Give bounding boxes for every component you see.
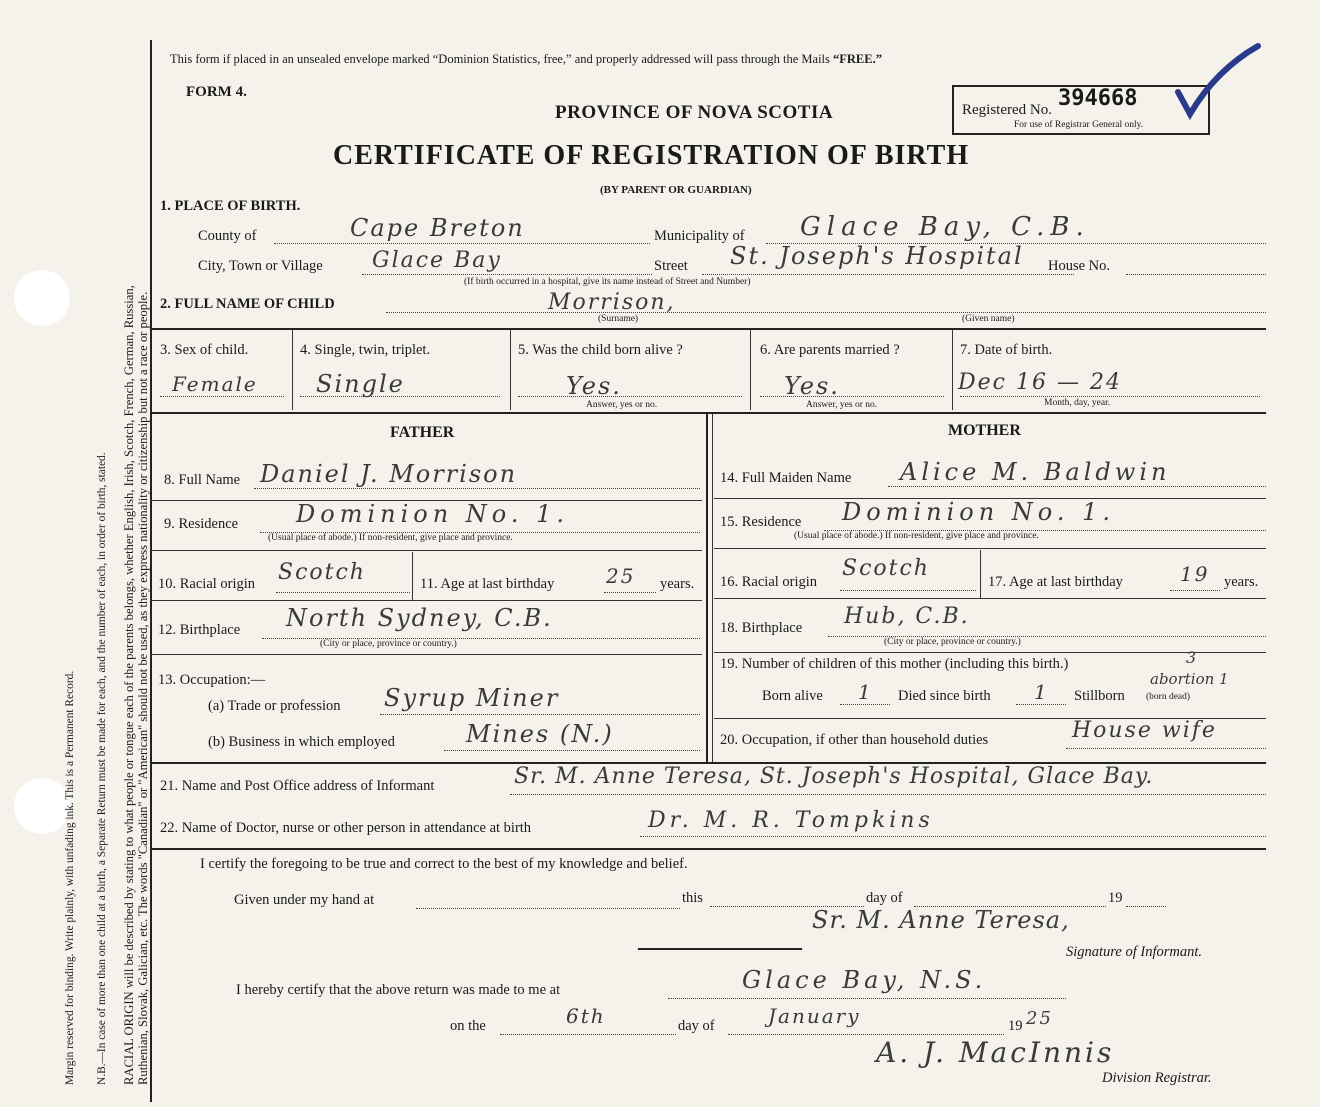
given-at-label: Given under my hand at [234, 892, 375, 908]
certify-statement: I certify the foregoing to be true and correct to the best of my knowledge and belief. [200, 856, 688, 872]
hospital-note: (If birth occurred in a hospital, give its name instead of Street and Number) [464, 277, 751, 287]
informant-signature: Sr. M. Anne Teresa, [812, 906, 1070, 934]
field-22-label: 22. Name of Doctor, nurse or other person in attendance at birth [160, 820, 532, 836]
surname-note: (Surname) [598, 314, 639, 324]
mail-notice [170, 52, 882, 67]
field-15-label: 15. Residence [720, 514, 802, 530]
certificate-title: CERTIFICATE OF REGISTRATION OF BIRTH [333, 140, 970, 171]
born-alive-count: 1 [858, 680, 873, 704]
field-20-label: 20. Occupation, if other than household duties [720, 732, 989, 748]
field-18-label: 18. Birthplace [720, 620, 803, 636]
margin-note-binding: Margin reserved for binding. Write plainly, with unfading ink. This is a Permanent Record. [64, 670, 76, 1085]
mother-occupation-value: House wife [1072, 718, 1217, 743]
mail-notice-text: This form if placed in an unsealed envelope marked “Dominion Statistics, free,” and properly addressed will pass through the Mails [170, 52, 830, 66]
field-10-label: 10. Racial origin [158, 576, 256, 592]
father-years-label: years. [660, 576, 695, 592]
field-21-label: 21. Name and Post Office address of Informant [160, 778, 435, 794]
informant-signature-label: Signature of Informant. [1066, 944, 1203, 960]
field-12-label: 12. Birthplace [158, 622, 241, 638]
year-prefix-label: 19 [1008, 1018, 1023, 1034]
mother-age-value: 19 [1180, 562, 1210, 586]
father-name-value: Daniel J. Morrison [260, 460, 518, 488]
margin-note-nationality: Ruthenian, Slovak, Galician, etc. The words "Canadian" or "American" should not be used, as they express nationality or citizenship but not a race or people. [136, 291, 150, 1085]
died-count-label: Died since birth [898, 688, 991, 704]
field-14-label: 14. Full Maiden Name [720, 470, 852, 486]
registration-place-value: Glace Bay, N.S. [742, 966, 987, 994]
on-the-label: on the [450, 1018, 486, 1034]
abode-note-mother: (Usual place of abode.) If non-resident, give place and province. [794, 531, 1039, 541]
street-label: Street [654, 258, 688, 274]
mother-heading: MOTHER [948, 422, 1021, 439]
margin-note-multiple-births: N.B.—In case of more than one child at a birth, a Separate Return must be made for each, and the number of each, in order of birth, stated. [96, 452, 108, 1085]
mother-residence-value: Dominion No. 1. [842, 498, 1115, 526]
field-11-label: 11. Age at last birthday [420, 576, 555, 592]
field-16-label: 16. Racial origin [720, 574, 818, 590]
form-number: FORM 4. [186, 84, 247, 100]
stillborn-count: abortion 1 [1150, 670, 1229, 688]
certificate-subtitle: (BY PARENT OR GUARDIAN) [600, 184, 752, 196]
dob-note: Month, day, year. [1044, 398, 1111, 408]
house-label: House No. [1048, 258, 1111, 274]
municipality-label: Municipality of [654, 228, 745, 244]
field-5-label: 5. Was the child born alive ? [518, 342, 683, 358]
informant-value: Sr. M. Anne Teresa, St. Joseph's Hospital, Glace Bay. [514, 764, 1154, 789]
division-registrar-label: Division Registrar. [1102, 1070, 1212, 1086]
field-2-label: 2. FULL NAME OF CHILD [160, 296, 335, 312]
street-value: St. Joseph's Hospital [730, 242, 1024, 270]
mail-notice-free: “FREE.” [833, 52, 882, 66]
field-6-label: 6. Are parents married ? [760, 342, 900, 358]
field-8-label: 8. Full Name [164, 472, 241, 488]
check-mark-icon [1170, 40, 1270, 120]
year-19-label: 19 [1108, 890, 1123, 906]
abode-note-father: (Usual place of abode.) If non-resident, give place and province. [268, 533, 513, 543]
given-name-note: (Given name) [962, 314, 1015, 324]
field-4-label: 4. Single, twin, triplet. [300, 342, 431, 358]
children-total-value: 3 [1186, 648, 1199, 667]
margin-note-racial-origin: RACIAL ORIGIN will be described by stating to what people or tongue each of the parents belongs, whether English, Irish, Scotch, French, German, Russian, [122, 285, 136, 1085]
field-13a-label: (a) Trade or profession [208, 698, 341, 714]
registration-day-value: 6th [566, 1004, 606, 1028]
day-of-label: day of [866, 890, 903, 906]
doctor-value: Dr. M. R. Tompkins [648, 808, 934, 833]
field-7-label: 7. Date of birth. [960, 342, 1053, 358]
field-1-label: 1. PLACE OF BIRTH. [160, 198, 301, 214]
registrar-signature: A. J. MacInnis [876, 1036, 1115, 1069]
registration-year-value: 25 [1026, 1008, 1053, 1029]
mother-race-value: Scotch [842, 556, 930, 581]
registrar-note: For use of Registrar General only. [1014, 120, 1144, 130]
mother-years-label: years. [1224, 574, 1259, 590]
father-birthplace-value: North Sydney, C.B. [286, 604, 553, 632]
registered-label: Registered No. [962, 102, 1052, 118]
field-19-label: 19. Number of children of this mother (including this birth.) [720, 656, 1069, 672]
field-13b-label: (b) Business in which employed [208, 734, 395, 750]
municipality-value: Glace Bay, C.B. [800, 212, 1090, 242]
county-value: Cape Breton [350, 214, 525, 242]
place-note-mother: (City or place, province or country.) [884, 637, 1021, 647]
hereby-label: I hereby certify that the above return was made to me at [236, 982, 561, 998]
stillborn-note: (born dead) [1146, 692, 1191, 702]
child-surname: Morrison, [548, 290, 676, 315]
stillborn-label: Stillborn [1074, 688, 1125, 704]
mother-birthplace-value: Hub, C.B. [844, 604, 970, 629]
margin-notes [18, 40, 150, 1090]
field-17-label: 17. Age at last birthday [988, 574, 1123, 590]
sex-value: Female [172, 372, 258, 396]
place-note-father: (City or place, province or country.) [320, 639, 457, 649]
field-9-label: 9. Residence [164, 516, 239, 532]
field-3-label: 3. Sex of child. [160, 342, 249, 358]
father-residence-value: Dominion No. 1. [296, 500, 569, 528]
born-alive-value: Yes. [566, 372, 622, 400]
mother-name-value: Alice M. Baldwin [900, 458, 1171, 486]
married-value: Yes. [784, 372, 840, 400]
answer-note-5: Answer, yes or no. [586, 400, 658, 410]
registered-number: 394668 [1058, 86, 1138, 111]
field-13-label: 13. Occupation:— [158, 672, 266, 688]
city-value: Glace Bay [372, 248, 502, 273]
plurality-value: Single [316, 370, 405, 398]
trade-value: Syrup Miner [384, 684, 560, 712]
province-heading: PROVINCE OF NOVA SCOTIA [555, 102, 834, 123]
city-label: City, Town or Village [198, 258, 323, 274]
died-count: 1 [1034, 680, 1049, 704]
born-alive-count-label: Born alive [762, 688, 823, 704]
father-heading: FATHER [390, 424, 455, 441]
father-race-value: Scotch [278, 560, 366, 585]
county-label: County of [198, 228, 257, 244]
this-label: this [682, 890, 703, 906]
business-value: Mines (N.) [466, 720, 614, 748]
date-of-birth-value: Dec 16 — 24 [958, 370, 1122, 395]
father-age-value: 25 [606, 564, 636, 588]
answer-note-6: Answer, yes or no. [806, 400, 878, 410]
day-of-label-2: day of [678, 1018, 715, 1034]
registration-month-value: January [768, 1004, 861, 1028]
